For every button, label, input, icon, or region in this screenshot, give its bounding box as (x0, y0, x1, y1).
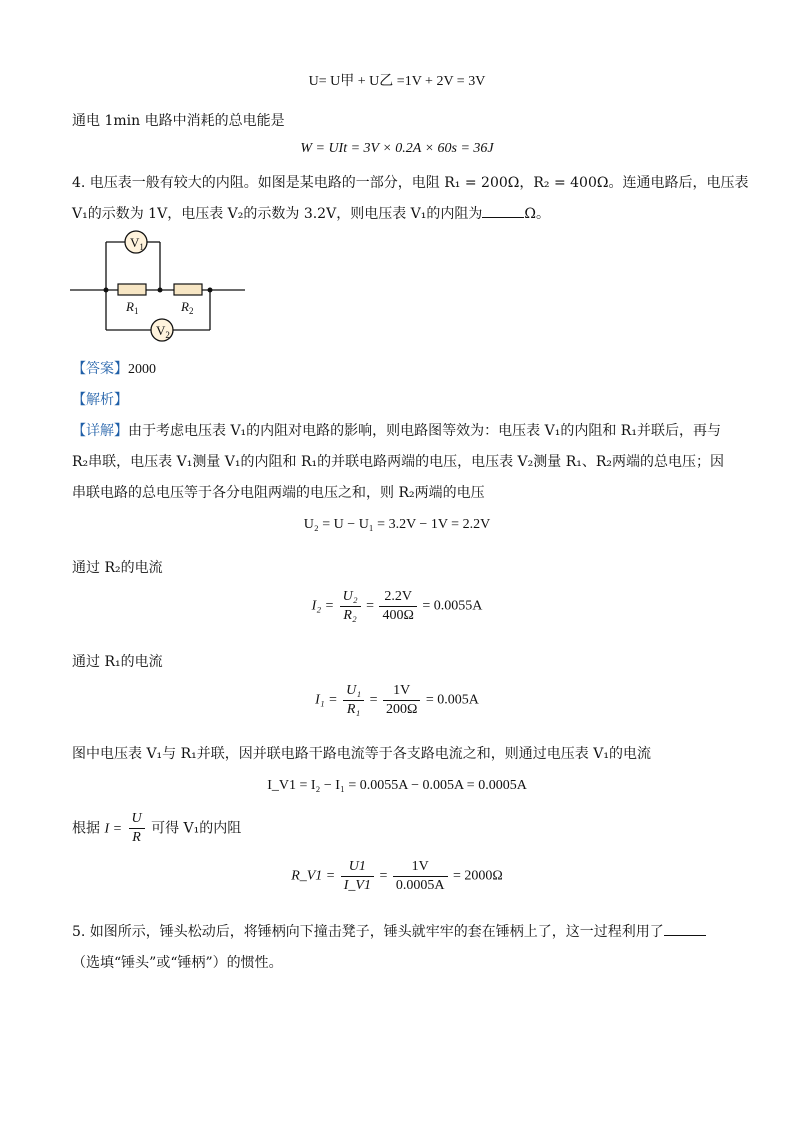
equation-energy: W = UIt = 3V × 0.2A × 60s = 36J (300, 141, 494, 156)
equation-rv1: R_V1 = $\frac{U1}{I\_V1}$ = $\frac{1V}{0.0005A}$ = 2000Ω (291, 859, 503, 893)
i2-intro-text: 通过 R₂的电流 (72, 560, 163, 576)
detail-paragraph-line-2: R₂串联，电压表 V₁测量 V₁的内阻和 R₁的并联电路两端的电压，电压表 V₂测量 R₁、R₂两端的总电压；因 (72, 454, 725, 470)
voltmeter-v2-label: $V_2$ (156, 323, 170, 340)
equation-iv1: I_V1 = I₂ − I₁ = 0.0055A − 0.005A = 0.0005A (267, 778, 527, 793)
voltmeter-v1-label: $V_1$ (130, 235, 144, 252)
equation-total-voltage: U= U甲 + U乙 =1V + 2V = 3V (308, 74, 486, 89)
question-4-line-2: V₁的示数为 1V，电压表 V₂的示数为 3.2V，则电压表 V₁的内阻为 Ω。 (72, 206, 550, 222)
resistor-r2 (174, 284, 202, 295)
equation-u2: U₂ = U − U₁ = 3.2V − 1V = 2.2V (303, 517, 491, 532)
answer-blank (482, 205, 524, 218)
energy-intro-text: 通电 1min 电路中消耗的总电能是 (72, 113, 285, 129)
analysis-heading: 【解析】 (72, 392, 128, 408)
question-5-line-1: 5. 如图所示，锤头松动后，将锤柄向下撞击凳子，锤头就牢牢的套在锤柄上了，这一过程利用了 (72, 921, 706, 941)
circuit-diagram (70, 228, 250, 350)
answer-blank-q5 (664, 923, 706, 936)
question-4-line-1: 4. 电压表一般有较大的内阻。如图是某电路的一部分，电阻 R₁ = 200Ω，R₂ = 400Ω。连通电路后，电压表 (72, 175, 749, 191)
question-5-line-2: （选填“锤头”或“锤柄”）的惯性。 (72, 955, 283, 971)
equation-i2: I₂ = $\frac{\text{U₂}}{\text{R₂}}$ = $\frac{2.2V}{400\Omega}$ = 0.0055A (311, 589, 483, 623)
label-r1: $R_1$ (126, 299, 139, 316)
label-r2: $R_2$ (181, 299, 194, 316)
detail-paragraph-line-3: 串联电路的总电压等于各分电阻两端的电压之和，则 R₂两端的电压 (72, 485, 485, 501)
ohm-law-line: 根据 I = $\frac{U}{R}$ 可得 V₁的内阻 (72, 811, 242, 845)
i1-intro-text: 通过 R₁的电流 (72, 654, 163, 670)
equation-i1: I₁ = $\frac{\text{U₁}}{\text{R₁}}$ = $\frac{1V}{200\Omega}$ = 0.005A (315, 683, 479, 717)
iv1-intro-text: 图中电压表 V₁与 R₁并联，因并联电路干路电流等于各支路电流之和，则通过电压表 V₁的电流 (72, 746, 651, 762)
resistor-r1 (118, 284, 146, 295)
detail-paragraph-line-1: 【详解】由于考虑电压表 V₁的内阻对电路的影响，则电路图等效为：电压表 V₁的内阻和 R₁并联后，再与 (72, 423, 721, 439)
answer-line: 【答案】2000 (72, 361, 156, 377)
